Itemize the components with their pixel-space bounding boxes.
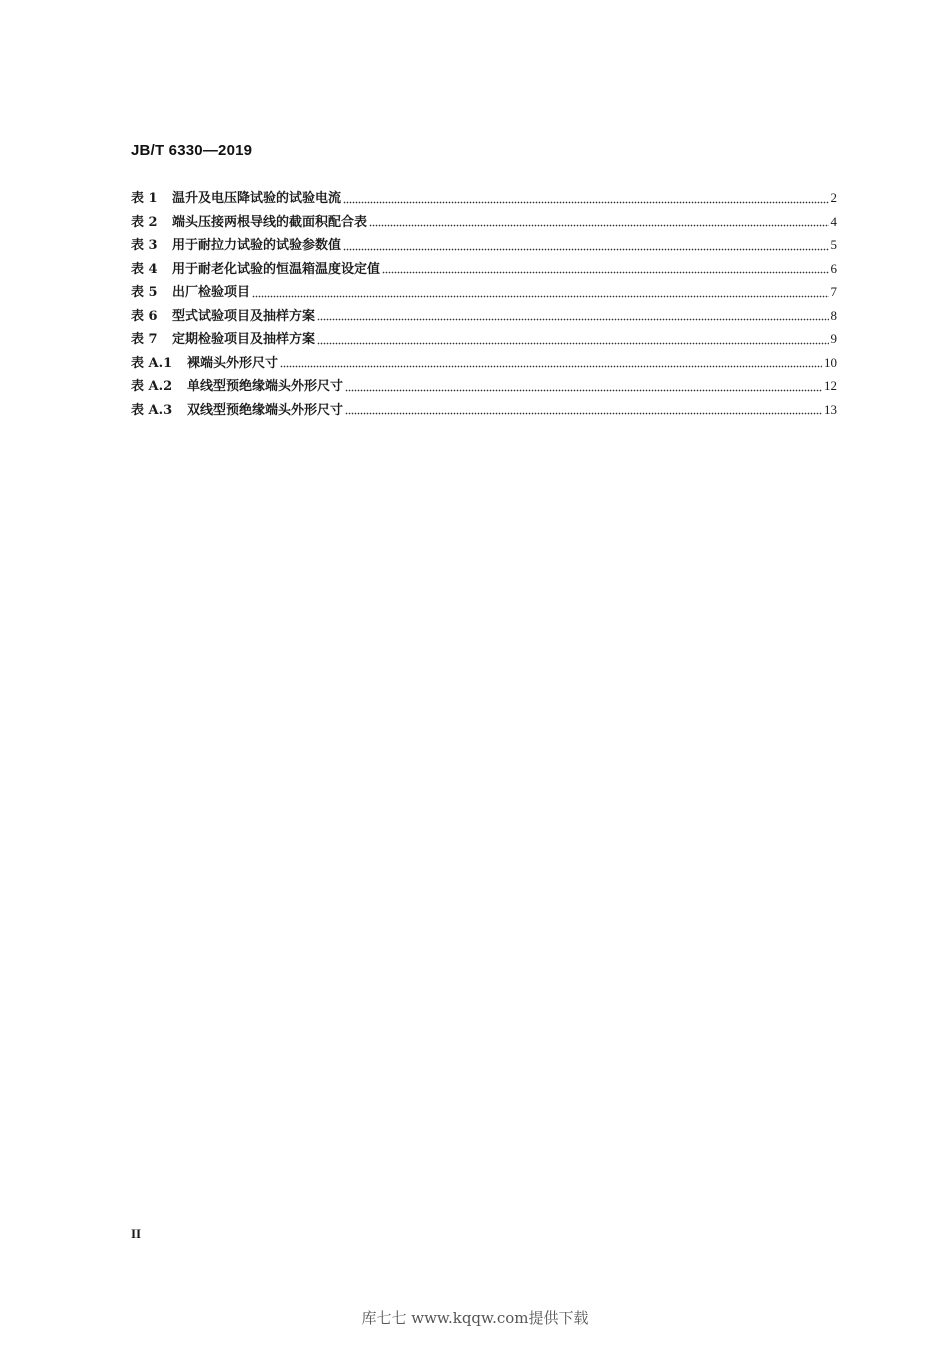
toc-entry-number: 表 3 [131, 238, 158, 253]
dot-leader [280, 358, 822, 370]
toc-entry[interactable] [131, 374, 837, 398]
toc-entry-number: 表 6 [131, 308, 158, 324]
toc-entry-page: 12 [824, 378, 837, 393]
toc-entry-page: 4 [830, 213, 837, 229]
toc-entry-page: 7 [830, 284, 837, 299]
toc-entry-page: 2 [830, 190, 837, 205]
toc-entry-number: 表 2 [131, 214, 158, 230]
toc-entry-title: 单线型预绝缘端头外形尺寸 [187, 379, 344, 394]
toc-entry-number: 表 A.2 [131, 379, 173, 394]
toc-entry[interactable] [131, 280, 837, 304]
toc-entry[interactable] [131, 233, 837, 257]
toc-entry[interactable] [131, 398, 837, 422]
dot-leader [317, 311, 828, 323]
toc-entry-title: 用于耐老化试验的恒温箱温度设定值 [172, 261, 381, 277]
toc-entry-number: 表 5 [131, 285, 158, 300]
dot-leader [345, 405, 822, 417]
dot-leader [343, 194, 828, 206]
toc-entry[interactable] [131, 327, 837, 351]
dot-leader [369, 217, 828, 229]
toc-entry-title: 出厂检验项目 [172, 285, 251, 300]
toc-entry-number: 表 7 [131, 332, 158, 347]
toc-entry-page: 13 [824, 401, 837, 417]
toc-entry-number: 表 A.1 [131, 355, 173, 371]
toc-entry-title: 端头压接两根导线的截面积配合表 [172, 214, 368, 230]
dot-leader [345, 382, 822, 394]
toc-entry[interactable] [131, 304, 837, 328]
toc-entry-title: 双线型预绝缘端头外形尺寸 [187, 402, 344, 418]
download-footer: 库七七 www.kqqw.com提供下载 [361, 1309, 589, 1327]
toc-entry-title: 型式试验项目及抽样方案 [172, 308, 316, 324]
toc-entry-number: 表 A.3 [131, 402, 173, 418]
dot-leader [382, 264, 828, 276]
page-number: II [131, 1226, 142, 1241]
toc-entry[interactable] [131, 210, 837, 234]
toc-entry-page: 9 [830, 331, 837, 346]
toc-entry[interactable] [131, 351, 837, 375]
toc-entry-title: 裸端头外形尺寸 [187, 355, 279, 371]
toc-entry[interactable] [131, 257, 837, 281]
table-of-tables [131, 186, 837, 421]
toc-entry-number: 表 4 [131, 261, 158, 277]
toc-entry-title: 定期检验项目及抽样方案 [172, 332, 316, 347]
dot-leader [343, 241, 828, 253]
toc-entry-number: 表 1 [131, 191, 158, 206]
toc-entry-page: 5 [830, 237, 837, 252]
toc-entry-page: 10 [824, 354, 837, 370]
toc-entry[interactable] [131, 186, 837, 210]
document-code: JB/T 6330—2019 [131, 142, 253, 159]
toc-entry-title: 用于耐拉力试验的试验参数值 [172, 238, 342, 253]
toc-entry-page: 6 [830, 260, 837, 276]
toc-entry-page: 8 [830, 307, 837, 323]
dot-leader [317, 335, 828, 347]
toc-entry-title: 温升及电压降试验的试验电流 [172, 191, 342, 206]
dot-leader [252, 288, 828, 300]
